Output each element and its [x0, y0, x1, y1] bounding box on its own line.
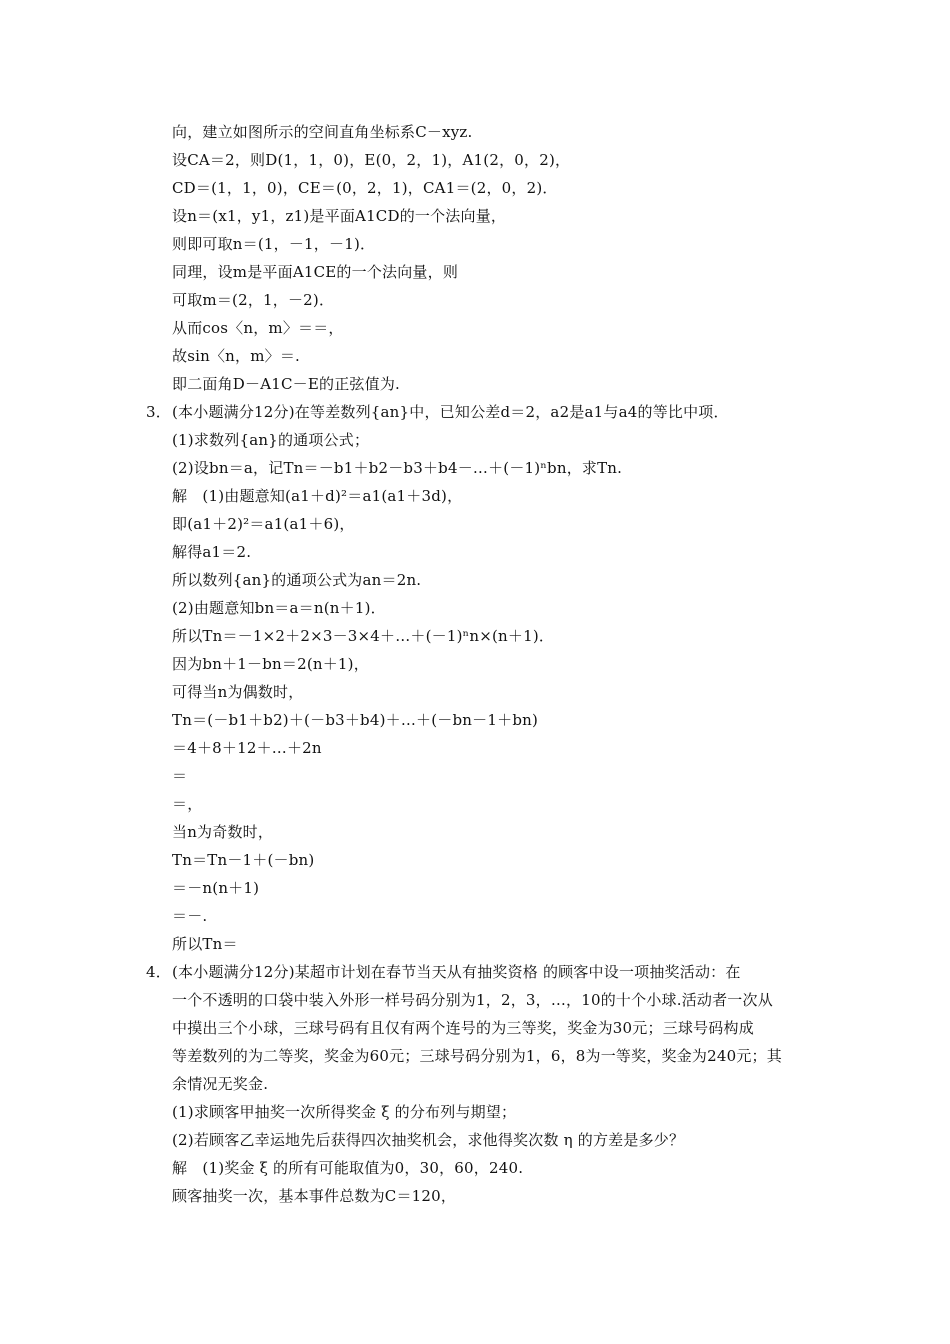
- question-stem: 余情况无奖金.: [172, 1075, 269, 1093]
- text-line: 解得a1＝2.: [172, 543, 252, 561]
- question-stem: 等差数列的为二等奖，奖金为60元；三球号码分别为1，6，8为一等奖，奖金为240元；其: [172, 1047, 782, 1065]
- text-line: 即(a1＋2)²＝a1(a1＋6)，: [172, 515, 355, 533]
- text-line: 所以Tn＝－1×2＋2×3－3×4＋…＋(－1)ⁿn×(n＋1)．: [172, 627, 555, 645]
- text-line: CD＝(1，1，0)，CE＝(0，2，1)，CA1＝(2，0，2)．: [172, 179, 558, 197]
- text-line: 故sin〈n，m〉＝.: [172, 347, 301, 365]
- text-line: 所以Tn＝: [172, 935, 238, 953]
- text-line: Tn＝Tn－1＋(－bn): [172, 851, 315, 869]
- question-stem: (本小题满分12分)某超市计划在春节当天从有抽奖资格 的顾客中设一项抽奖活动：在: [172, 963, 741, 981]
- question-stem: 一个不透明的口袋中装入外形一样号码分别为1，2，3，…，10的十个小球.活动者一次从: [172, 991, 773, 1009]
- text-line: 解 (1)由题意知(a1＋d)²＝a1(a1＋3d)，: [172, 487, 463, 505]
- text-line: 当n为奇数时，: [172, 823, 274, 841]
- text-line: ＝4＋8＋12＋…＋2n: [172, 739, 322, 757]
- text-line: (2)设bn＝a，记Tn＝－b1＋b2－b3＋b4－…＋(－1)ⁿbn，求Tn.: [172, 459, 623, 477]
- text-line: 同理，设m是平面A1CE的一个法向量，则: [172, 263, 459, 281]
- text-line: (2)若顾客乙幸运地先后获得四次抽奖机会，求他得奖次数 η 的方差是多少？: [172, 1131, 685, 1149]
- text-line: 设n＝(x1，y1，z1)是平面A1CD的一个法向量，: [172, 207, 507, 225]
- text-line: 即二面角D－A1C－E的正弦值为.: [172, 375, 400, 393]
- text-line: (2)由题意知bn＝a＝n(n＋1)．: [172, 599, 386, 617]
- question-number: 3．: [146, 403, 171, 421]
- question-stem: 中摸出三个小球，三球号码有且仅有两个连号的为三等奖，奖金为30元；三球号码构成: [172, 1019, 754, 1037]
- text-line: (1)求数列{an}的通项公式；: [172, 431, 370, 449]
- text-line: 解 (1)奖金 ξ 的所有可能取值为0，30，60，240.: [172, 1159, 524, 1177]
- text-line: ＝，: [172, 795, 203, 813]
- text-line: 则即可取n＝(1，－1，－1)．: [172, 235, 376, 253]
- text-line: 可得当n为偶数时，: [172, 683, 304, 701]
- text-line: ＝－.: [172, 907, 208, 925]
- text-line: ＝: [172, 767, 188, 785]
- text-line: Tn＝(－b1＋b2)＋(－b3＋b4)＋…＋(－bn－1＋bn): [172, 711, 539, 729]
- text-line: ＝－n(n＋1): [172, 879, 260, 897]
- text-line: 因为bn＋1－bn＝2(n＋1)，: [172, 655, 369, 673]
- text-line: 顾客抽奖一次，基本事件总数为C＝120，: [172, 1187, 457, 1205]
- text-line: 从而cos〈n，m〉＝＝，: [172, 319, 344, 337]
- text-line: 所以数列{an}的通项公式为an＝2n.: [172, 571, 422, 589]
- question-number: 4．: [146, 963, 171, 981]
- text-line: 可取m＝(2，1，－2)．: [172, 291, 335, 309]
- text-line: (1)求顾客甲抽奖一次所得奖金 ξ 的分布列与期望；: [172, 1103, 517, 1121]
- question-stem: (本小题满分12分)在等差数列{an}中，已知公差d＝2，a2是a1与a4的等比中项．: [172, 403, 729, 421]
- text-line: 向，建立如图所示的空间直角坐标系C－xyz.: [172, 123, 473, 141]
- text-line: 设CA＝2，则D(1，1，0)，E(0，2，1)，A1(2，0，2)，: [172, 151, 571, 169]
